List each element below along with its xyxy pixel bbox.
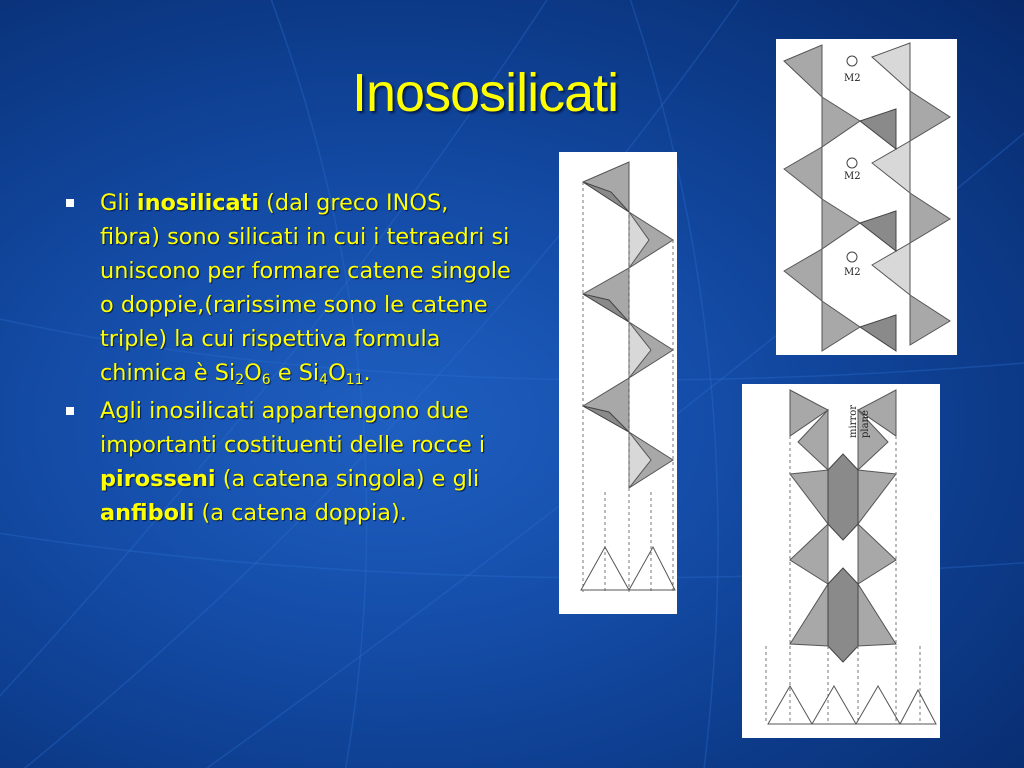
tetrahedron	[790, 524, 828, 584]
tetrahedron	[822, 301, 860, 351]
tetrahedra-row-right	[860, 43, 950, 351]
tetrahedron	[858, 584, 896, 646]
formula-connector: e	[270, 360, 299, 386]
end-view-triangle	[812, 686, 856, 724]
tetrahedron	[784, 147, 822, 199]
bullet-item	[62, 394, 512, 530]
tetrahedron	[858, 524, 896, 584]
tetrahedra-row-left	[784, 45, 860, 351]
center-hexagons	[828, 454, 858, 662]
m2-site-marker	[847, 252, 857, 262]
tetrahedron	[910, 193, 950, 243]
double-chain-figure	[776, 39, 957, 355]
m2-label: M2	[844, 73, 861, 84]
single-chain-figure	[559, 152, 677, 614]
bullet-text: (dal greco INOS, fibra) sono silicati in cui i tetraedri si uniscono per formare catene singole o doppie,(rarissime sono le catene triple) la cui rispettiva formula chimica è	[100, 190, 511, 386]
formula-subscript: 11	[345, 372, 364, 388]
end-view-triangle	[856, 686, 900, 724]
slide-title: Inososilicati	[352, 63, 619, 123]
tetrahedron	[784, 45, 822, 97]
formula-si2o6	[215, 360, 271, 386]
formula-element: Si	[298, 360, 320, 386]
amphibole-chain-diagram	[742, 384, 940, 738]
hexagonal-ring	[828, 568, 858, 662]
tetrahedron	[790, 584, 828, 646]
term-inosilicati: inosilicati	[136, 190, 260, 216]
double-chain-diagram	[776, 39, 957, 355]
bullet-text: Gli	[100, 190, 137, 216]
tetrahedron	[583, 378, 629, 432]
m2-site-marker	[847, 56, 857, 66]
formula-element: Si	[214, 360, 236, 386]
tetrahedron	[790, 470, 828, 524]
formula-subscript: 6	[261, 372, 271, 388]
formula-element: O	[328, 360, 346, 386]
tetrahedron	[872, 141, 910, 193]
formula-subscript: 4	[319, 372, 329, 388]
bullet-text: (a catena singola) e gli	[215, 466, 480, 492]
m2-site-marker	[847, 158, 857, 168]
tetrahedron	[822, 199, 860, 249]
single-chain-diagram	[559, 152, 677, 614]
formula-si4o11	[299, 360, 364, 386]
tetrahedron	[910, 295, 950, 345]
m2-label: M2	[844, 171, 861, 182]
tetrahedron	[822, 97, 860, 147]
hexagonal-ring	[828, 454, 858, 540]
tetrahedron	[872, 243, 910, 295]
bullet-text: Agli inosilicati appartengono due importanti costituenti delle rocce i	[100, 398, 486, 458]
m2-label: M2	[844, 267, 861, 278]
tetrahedron	[910, 91, 950, 141]
formula-end: .	[363, 360, 371, 386]
tetrahedron	[858, 470, 896, 524]
mirror-plane-figure	[742, 384, 940, 738]
tetrahedron	[872, 43, 910, 91]
bullet-marker	[66, 199, 74, 207]
tetrahedron	[860, 315, 896, 351]
formula-element: O	[244, 360, 262, 386]
bullet-marker	[66, 407, 74, 415]
tetrahedron	[860, 109, 896, 149]
end-view-triangle	[900, 690, 936, 724]
bullet-item	[62, 186, 512, 390]
tetrahedron	[860, 211, 896, 251]
end-view-triangle	[629, 547, 675, 590]
mirror-plane-label: plane	[860, 410, 871, 438]
mirror-plane-label: mirror	[848, 404, 859, 438]
left-column-tetrahedra	[790, 390, 828, 646]
tetrahedron	[784, 249, 822, 301]
formula-subscript: 2	[235, 372, 245, 388]
bullet-list	[62, 186, 512, 530]
term-anfiboli: anfiboli	[100, 500, 195, 526]
term-pirosseni: pirosseni	[100, 466, 216, 492]
bullet-text: (a catena doppia).	[194, 500, 407, 526]
